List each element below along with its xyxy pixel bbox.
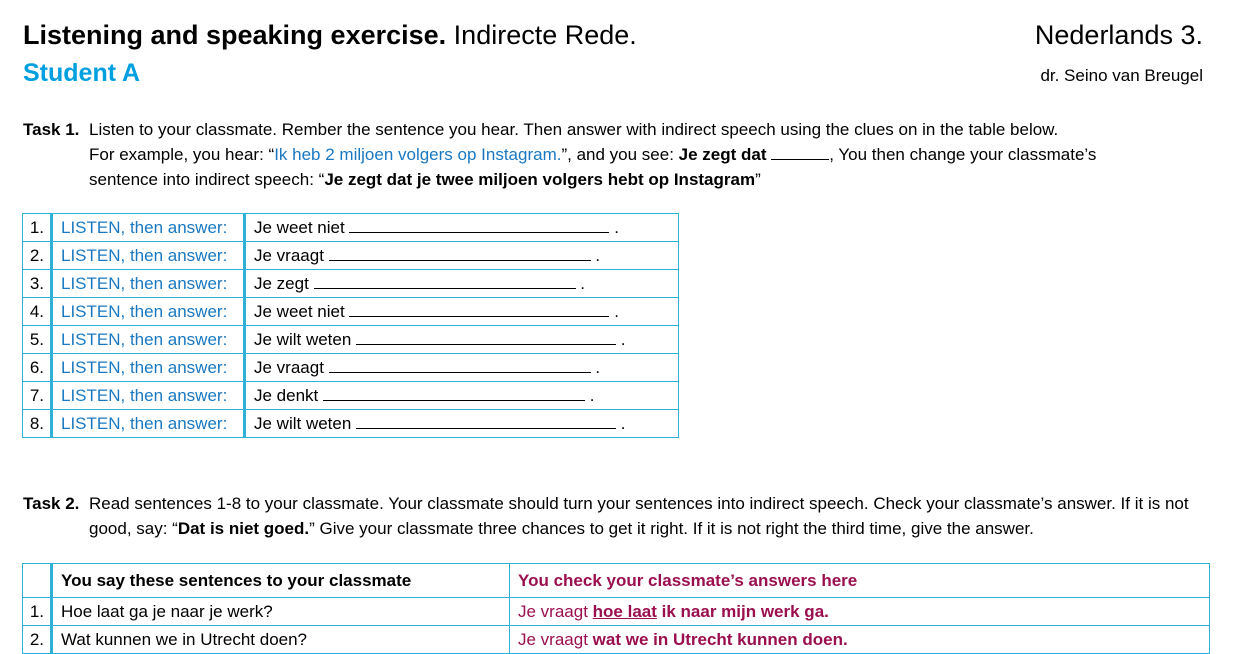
student-label: Student A — [23, 59, 141, 87]
row-label: LISTEN, then answer: — [52, 298, 245, 326]
title-rest: Indirecte Rede. — [453, 20, 637, 50]
task2-instructions — [23, 491, 1208, 541]
say-sentence: Hoe laat ga je naar je werk? — [52, 598, 510, 626]
row-number: 1. — [23, 598, 52, 626]
row-end: . — [580, 273, 586, 293]
task1-ex-bold: Je zegt dat — [678, 145, 767, 164]
answer-blank[interactable] — [356, 415, 616, 429]
task2-text-b: ” Give your classmate three chances to get it right. If it is not right the third time, give the answer. — [309, 519, 1034, 538]
task2-label: Task 2. — [23, 494, 80, 513]
table-row — [23, 326, 679, 354]
row-number: 2. — [23, 242, 52, 270]
task1-table — [22, 213, 679, 438]
check-plain: Je vraagt — [518, 601, 593, 621]
row-number: 3. — [23, 270, 52, 298]
row-prompt-cell — [245, 298, 679, 326]
row-end: . — [620, 413, 626, 433]
row-prompt-cell — [245, 270, 679, 298]
row-label: LISTEN, then answer: — [52, 214, 245, 242]
row-number: 6. — [23, 354, 52, 382]
row-number: 7. — [23, 382, 52, 410]
answer-blank[interactable] — [356, 331, 616, 345]
row-prompt: Je weet niet — [254, 217, 345, 237]
table-row — [23, 214, 679, 242]
row-label: LISTEN, then answer: — [52, 382, 245, 410]
check-bold: wat we in Utrecht kunnen doen. — [592, 629, 848, 649]
answer-blank[interactable] — [329, 247, 591, 261]
row-prompt-cell — [245, 214, 679, 242]
task1-label: Task 1. — [23, 120, 80, 139]
check-answer — [510, 626, 1210, 654]
row-end: . — [595, 245, 601, 265]
row-end: . — [589, 385, 595, 405]
answer-blank[interactable] — [349, 303, 609, 317]
check-underlined: hoe laat — [592, 601, 657, 621]
row-prompt-cell — [245, 242, 679, 270]
page-title — [23, 18, 637, 52]
task1-ex-prefix: For example, you hear: “ — [89, 145, 275, 164]
table-row — [23, 354, 679, 382]
say-sentence: Wat kunnen we in Utrecht doen? — [52, 626, 510, 654]
row-prompt-cell — [245, 326, 679, 354]
task1-instructions — [23, 117, 1193, 192]
check-answer — [510, 598, 1210, 626]
answer-blank[interactable] — [323, 387, 585, 401]
answer-blank[interactable] — [329, 359, 591, 373]
row-end: . — [614, 301, 619, 321]
row-prompt: Je vraagt — [254, 357, 324, 377]
check-bold: ik naar mijn werk ga. — [656, 601, 829, 621]
task2-header-num — [23, 564, 52, 598]
author-label: dr. Seino van Breugel — [1040, 66, 1203, 85]
task1-line1: Listen to your classmate. Rember the sentence you hear. Then answer with indirect speech using the clues on in the table below. — [89, 120, 1059, 139]
title-bold: Listening and speaking exercise. — [23, 20, 447, 50]
check-plain: Je vraagt — [518, 629, 593, 649]
row-label: LISTEN, then answer: — [52, 242, 245, 270]
task1-ex-blank — [771, 146, 829, 160]
task2-col1-header: You say these sentences to your classmate — [52, 564, 510, 598]
table-row — [23, 626, 1210, 654]
row-number: 4. — [23, 298, 52, 326]
row-prompt: Je vraagt — [254, 245, 324, 265]
task1-ex-quote: Ik heb 2 miljoen volgers op Instagram. — [274, 145, 562, 164]
row-number: 8. — [23, 410, 52, 438]
task1-line3-suffix: ” — [755, 170, 761, 189]
table-row — [23, 382, 679, 410]
row-prompt: Je wilt weten — [254, 329, 352, 349]
task1-line3 — [89, 167, 1193, 192]
row-prompt: Je denkt — [254, 385, 319, 405]
row-label: LISTEN, then answer: — [52, 270, 245, 298]
task2-table — [22, 563, 1210, 654]
task1-ex-after: , You then change your classmate’s — [829, 145, 1097, 164]
task1-line3-bold: Je zegt dat je twee miljoen volgers hebt op Instagram — [324, 170, 756, 189]
answer-blank[interactable] — [314, 275, 576, 289]
row-label: LISTEN, then answer: — [52, 354, 245, 382]
row-number: 5. — [23, 326, 52, 354]
table-row — [23, 298, 679, 326]
table-row — [23, 598, 1210, 626]
row-number: 1. — [23, 214, 52, 242]
row-label: LISTEN, then answer: — [52, 326, 245, 354]
row-number: 2. — [23, 626, 52, 654]
task1-line3-prefix: sentence into indirect speech: “ — [89, 170, 325, 189]
table-row — [23, 270, 679, 298]
task2-header-row — [23, 564, 1210, 598]
table-row — [23, 410, 679, 438]
row-end: . — [595, 357, 601, 377]
row-prompt-cell — [245, 382, 679, 410]
row-prompt-cell — [245, 354, 679, 382]
row-end: . — [620, 329, 626, 349]
row-prompt-cell — [245, 410, 679, 438]
task1-ex-mid: ”, and you see: — [561, 145, 679, 164]
task2-col2-header: You check your classmate’s answers here — [510, 564, 1210, 598]
row-end: . — [614, 217, 619, 237]
table-row — [23, 242, 679, 270]
row-prompt: Je wilt weten — [254, 413, 352, 433]
answer-blank[interactable] — [349, 219, 609, 233]
task2-text-a: Read sentences 1-8 to your classmate. Your classmate should turn your sentences into indirect speech. Check your classmate’s answer. If it is not good, say: “ — [89, 494, 1189, 538]
row-prompt: Je weet niet — [254, 301, 345, 321]
task1-example — [89, 142, 1193, 167]
row-prompt: Je zegt — [254, 273, 309, 293]
task2-text-bold: Dat is niet goed. — [177, 519, 310, 538]
course-label: Nederlands 3. — [1034, 20, 1203, 50]
row-label: LISTEN, then answer: — [52, 410, 245, 438]
